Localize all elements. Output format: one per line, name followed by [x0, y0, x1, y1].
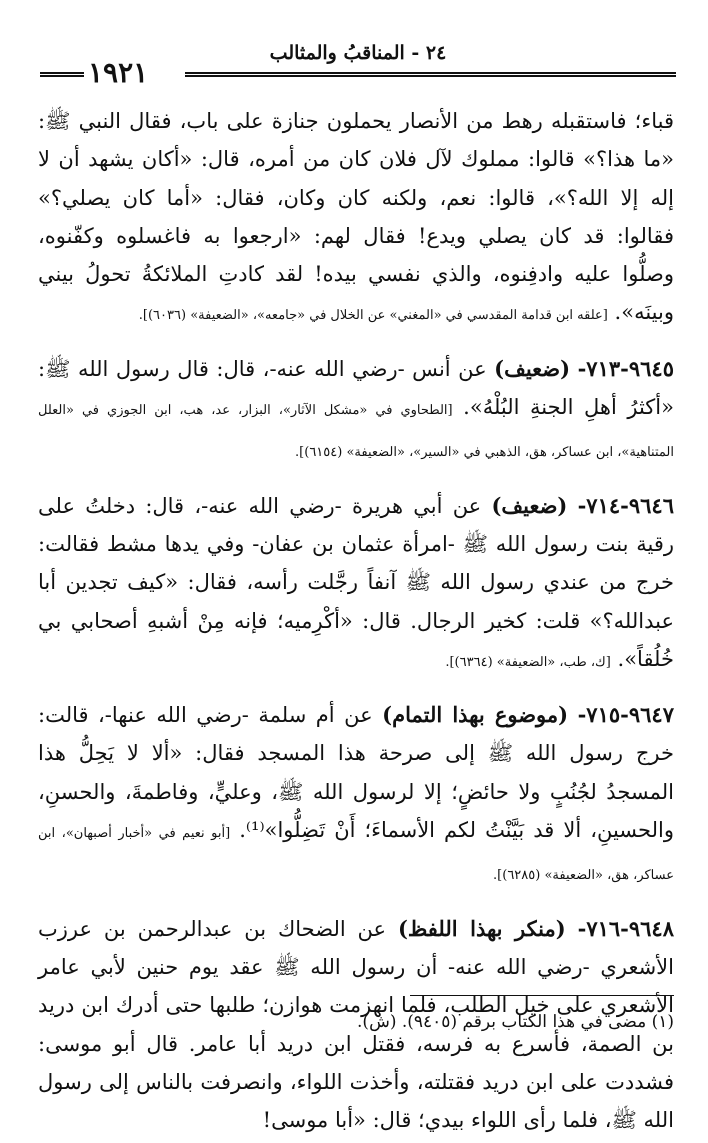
header-rule-right — [185, 72, 676, 77]
hadith-text: عن الضحاك بن عبدالرحمن بن عرزب الأشعري -رضي الله عنه- أن رسول الله ﷺ عقد يوم حنين لأبي عامر الأشعري على خيل الطلب، فلما انهزمت هوازن؛ طلبها حتى أدرك ابن دريد بن الصمة، فأسرع به فرسه، فقتل ابن دريد أبا عامر. قال أبو موسى: فشددت على ابن دريد فقتلته، وأخذت اللواء، وانصرفت بالناس إلى رسول الله ﷺ، فلما رأى اللواء بيدي؛ قال: «أبا موسى! — [38, 916, 674, 1133]
hadith-number: ٩٦٤٦-٧١٤- — [577, 492, 674, 518]
hadith-number: ٩٦٤٥-٧١٣- — [577, 355, 674, 381]
hadith-grade: (ضعيف) — [491, 492, 568, 518]
footnote-divider — [410, 995, 674, 996]
hadith-number: ٩٦٤٨-٧١٦- — [577, 915, 674, 941]
hadith-text: عن أبي هريرة -رضي الله عنه-، قال: دخلتُ على رقية بنت رسول الله ﷺ -امرأة عثمان بن عفان- وفي يدها مشط فقالت: خرج من عندي رسول الله ﷺ آنفاً رجَّلت رأسه، فقال: «كيف تجدين أبا عبدالله؟» قلت: كخير الرجال. قال: «أكْرِميه؛ فإنه مِنْ أشبهِ أصحابي بي خُلُقاً». — [38, 493, 674, 671]
hadith-grade: (منكر بهذا اللفظ) — [397, 915, 566, 941]
hadith-source: [ك، طب، «الضعيفة» (٦٣٦٤)]. — [445, 654, 611, 670]
page-body — [38, 102, 674, 1143]
header-rule-left — [40, 72, 84, 77]
footnote: (١) مضى في هذا الكتاب برقم (٩٤٠٥). (ش). — [357, 1012, 674, 1032]
hadith-source: [علقه ابن قدامة المقدسي في «المغني» عن الخلال في «جامعه»، «الضعيفة» (٦٠٣٦)]. — [138, 308, 608, 324]
page-header — [40, 42, 676, 89]
chapter-title: ٢٤ - المناقبُ والمثالب — [269, 42, 447, 64]
hadith-paragraph — [38, 350, 674, 473]
hadith-source: [أبو نعيم في «أخبار أصبهان»، ابن عساكر، هق، «الضعيفة» (٦٢٨٥)]. — [38, 826, 674, 884]
hadith-grade: (ضعيف) — [494, 355, 571, 381]
hadith-paragraph — [38, 487, 674, 682]
page-number: ١٩٢١ — [88, 56, 149, 89]
hadith-text: عن أنس -رضي الله عنه-، قال: قال رسول الله ﷺ: «أكثرُ أهلِ الجنةِ البُلْهُ». — [38, 356, 674, 420]
hadith-source: [الطحاوي في «مشكل الآثار»، البزار، عد، هب، ابن الجوزي في «العلل المتناهية»، ابن عساكر، هق، الذهبي في «السير»، «الضعيفة» (٦١٥٤)]. — [38, 403, 674, 461]
hadith-text: قباء؛ فاستقبله رهط من الأنصار يحملون جنازة على باب، فقال النبي ﷺ: «ما هذا؟» قالوا: مملوك لآل فلان كان من أمره، قال: «أكان يشهد أن لا إله إلا الله؟»، قالوا: نعم، ولكنه كان وكان، فقال: «أما كان يصلي؟» فقالوا: قد كان يصلي ويدع! فقال لهم: «ارجعوا به فاغسلوه وكفّنوه، وصلُّوا عليه وادفِنوه، والذي نفسي بيده! لقد كادتِ الملائكةُ تحولُ بيني وبينَه». — [38, 109, 674, 325]
hadith-number: ٩٦٤٧-٧١٥- — [577, 702, 674, 728]
hadith-paragraph — [38, 696, 674, 895]
hadith-text: عن أم سلمة -رضي الله عنها-، قالت: خرج رسول الله ﷺ إلى صرحة هذا المسجد فقال: «ألا لا يَحِلُّ هذا المسجدُ لجُنُبٍ ولا حائضٍ؛ إلا لرسول الله ﷺ، وعليٍّ، وفاطمةَ، والحسنِ، والحسينِ، ألا قد بَيَّنْتُ لكم الأسماءَ؛ أَنْ تَضِلُّوا»⁽¹⁾. — [38, 703, 674, 843]
hadith-paragraph — [38, 102, 674, 336]
hadith-grade: (موضوع بهذا التمام) — [382, 702, 569, 728]
